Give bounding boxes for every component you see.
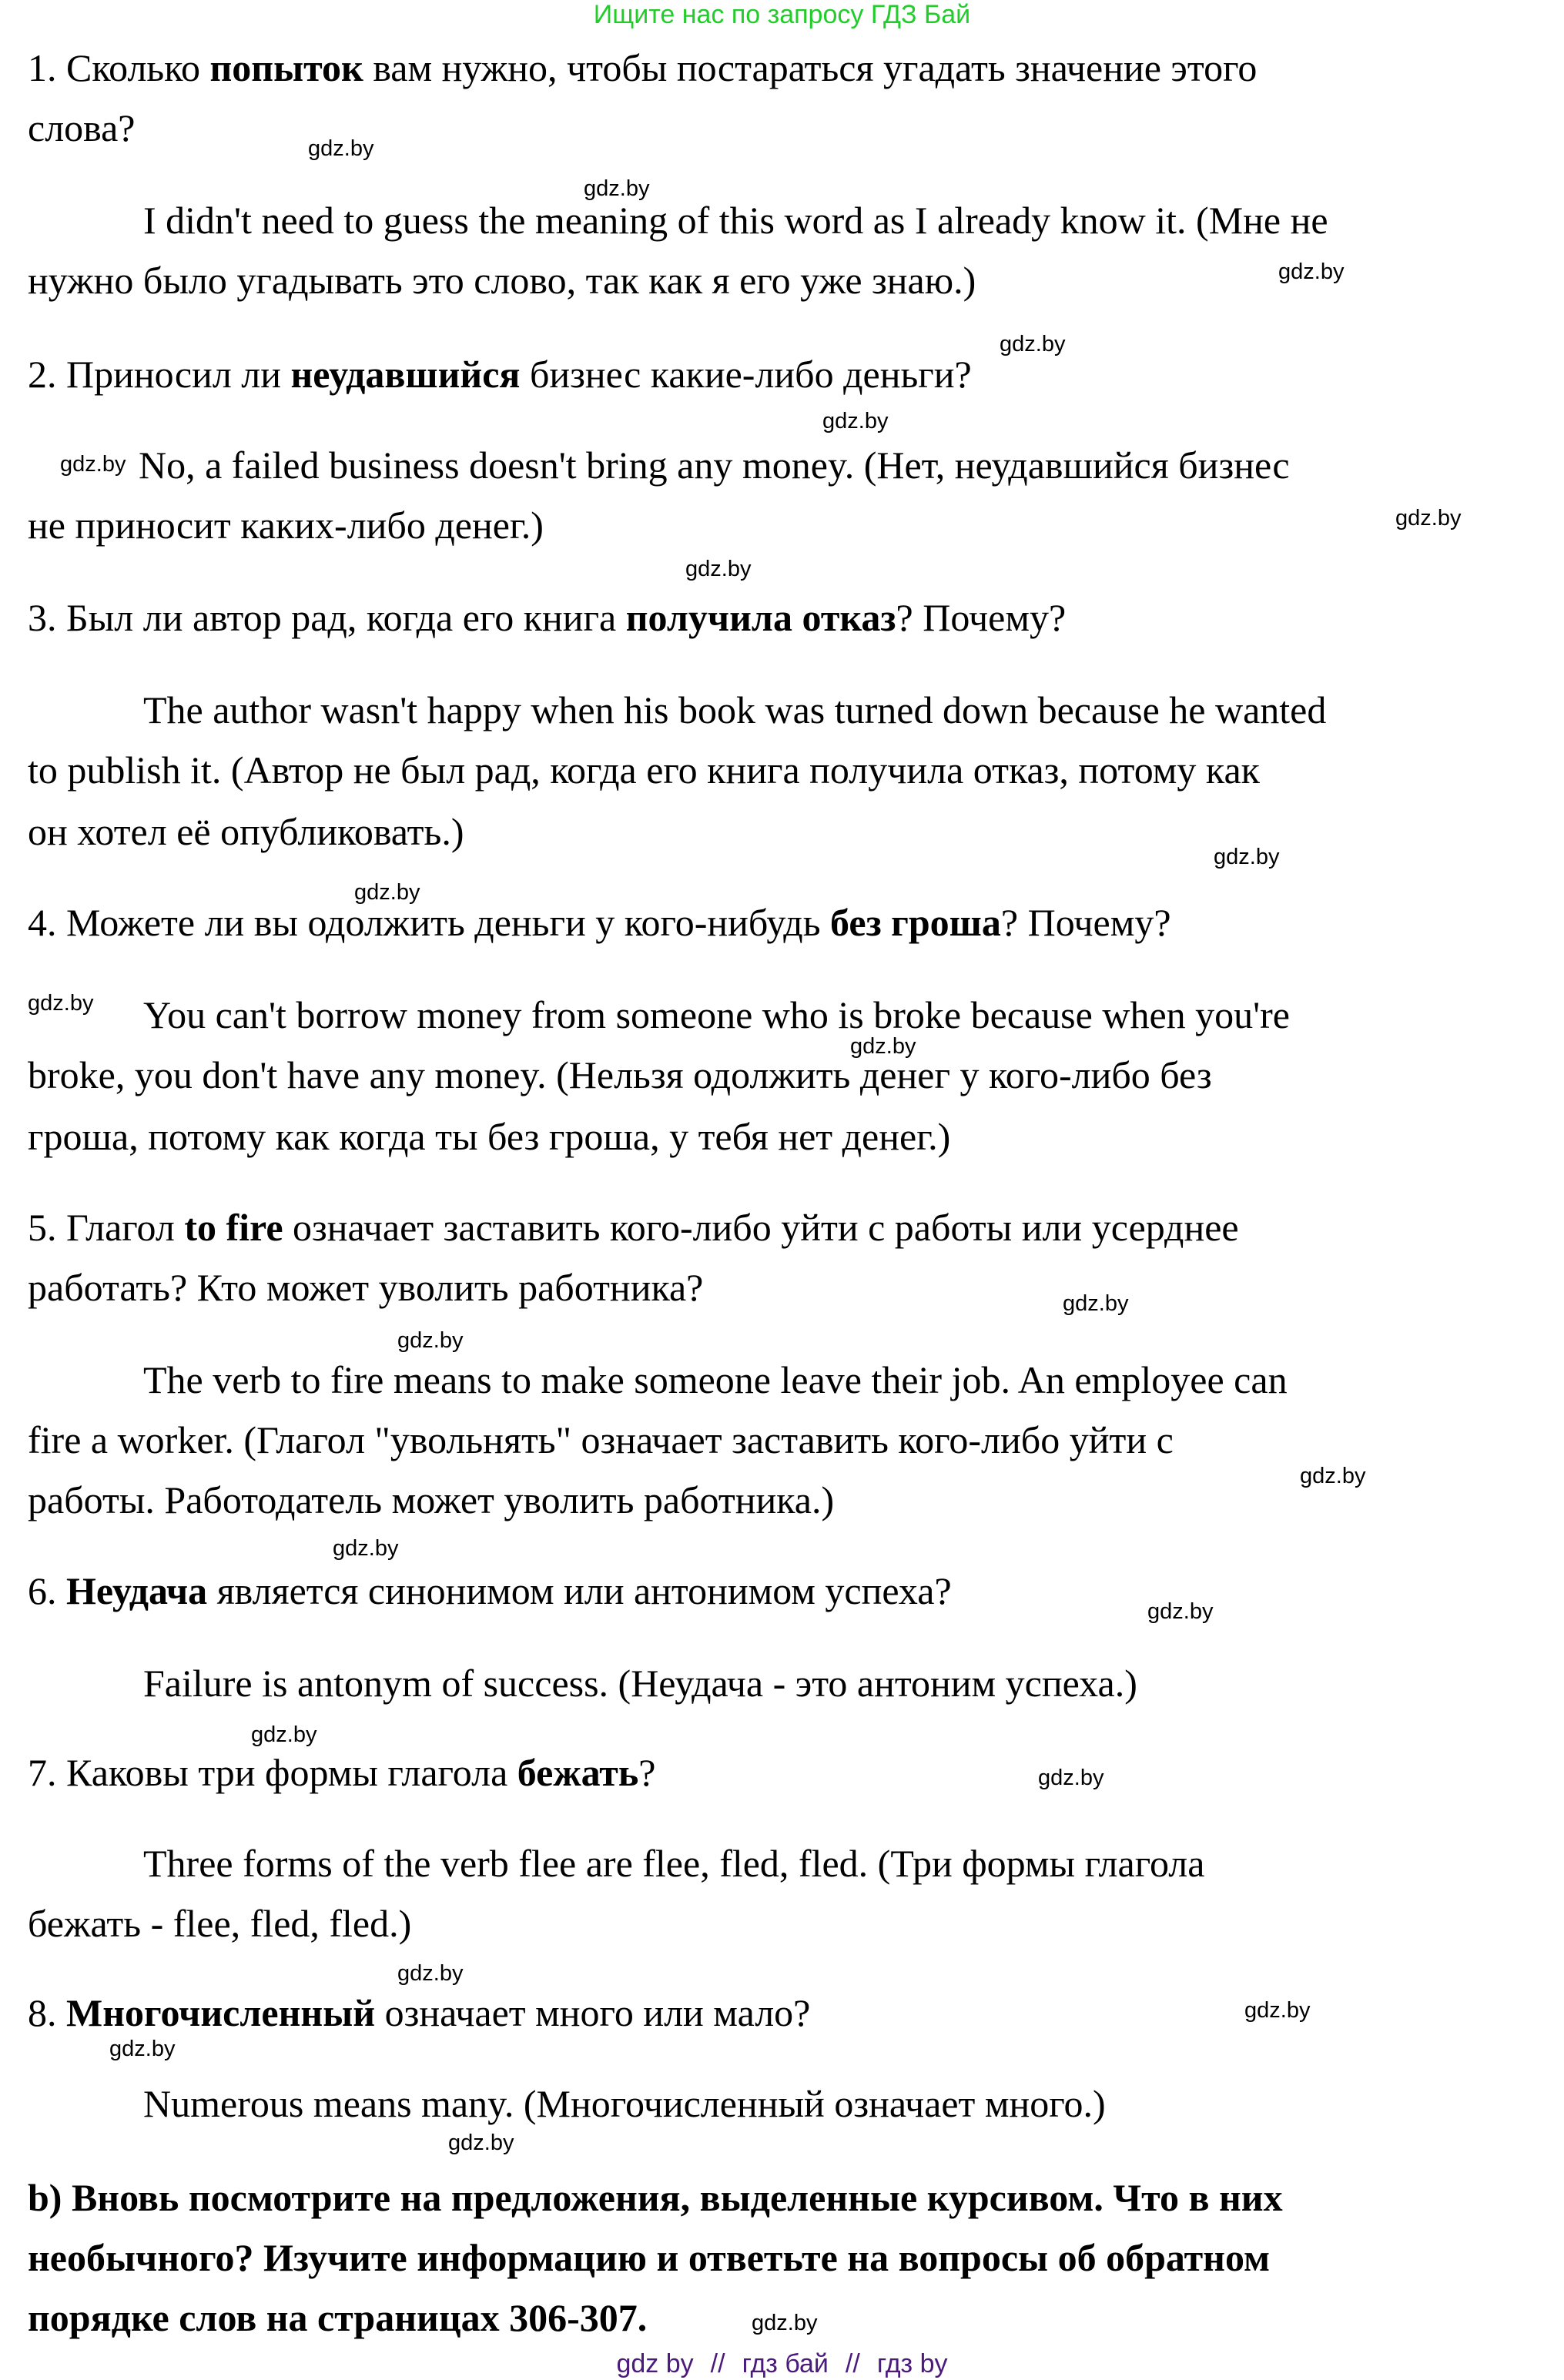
watermark: gdz.by xyxy=(333,1536,399,1561)
question-5-line-1: 5. Глагол to fire означает заставить кого-либо уйти с работы или усерднее xyxy=(28,1206,1239,1249)
watermark: gdz.by xyxy=(397,1328,464,1353)
watermark: gdz.by xyxy=(60,452,126,477)
watermark: gdz.by xyxy=(397,1961,464,1986)
question-3: 3. Был ли автор рад, когда его книга получила отказ? Почему? xyxy=(28,596,1067,639)
watermark: gdz.by xyxy=(308,136,374,161)
separator: // xyxy=(710,2349,725,2378)
answer-8: Numerous means many. (Многочисленный означает много.) xyxy=(143,2082,1106,2125)
task-b-line-2: необычного? Изучите информацию и ответьте на вопросы об обратном xyxy=(28,2236,1271,2279)
watermark: gdz.by xyxy=(1300,1464,1366,1488)
watermark: gdz.by xyxy=(1000,332,1066,356)
watermark: gdz.by xyxy=(1214,845,1280,869)
answer-3-line-1: The author wasn't happy when his book was turned down because he wanted xyxy=(143,688,1327,731)
keyword: to fire xyxy=(184,1206,283,1249)
separator: // xyxy=(845,2349,860,2378)
question-2: 2. Приносил ли неудавшийся бизнес какие-либо деньги? xyxy=(28,353,972,396)
answer-7-line-2: бежать - flee, fled, fled.) xyxy=(28,1902,412,1945)
question-1-line-2: слова? xyxy=(28,106,136,149)
answer-3-line-3: он хотел её опубликовать.) xyxy=(28,810,464,853)
watermark: gdz.by xyxy=(1063,1291,1129,1316)
watermark: gdz.by xyxy=(850,1034,916,1059)
watermark: gdz.by xyxy=(354,880,420,905)
footer-links xyxy=(0,2348,1564,2379)
watermark: gdz.by xyxy=(251,1722,317,1747)
footer-link-gdz-by[interactable]: gdz by xyxy=(616,2349,694,2378)
question-1-line-1: 1. Сколько попыток вам нужно, чтобы постараться угадать значение этого xyxy=(28,46,1258,89)
question-8: 8. Многочисленный означает много или мало? xyxy=(28,1991,811,2034)
answer-3-line-2: to publish it. (Автор не был рад, когда его книга получила отказ, потому как xyxy=(28,748,1260,792)
footer-link-gdz-by-ru[interactable]: гдз by xyxy=(876,2349,948,2378)
answer-5-line-2: fire a worker. (Глагол "увольнять" означает заставить кого-либо уйти с xyxy=(28,1418,1174,1461)
watermark: gdz.by xyxy=(1038,1766,1104,1790)
keyword: получила отказ xyxy=(625,596,896,639)
watermark: gdz.by xyxy=(1278,259,1345,284)
question-7: 7. Каковы три формы глагола бежать? xyxy=(28,1751,656,1794)
watermark: gdz.by xyxy=(1244,1998,1311,2023)
watermark: gdz.by xyxy=(109,2037,176,2061)
answer-2-line-2: не приносит каких-либо денег.) xyxy=(28,504,544,547)
answer-1-line-2: нужно было угадывать это слово, так как я его уже знаю.) xyxy=(28,259,976,302)
question-4: 4. Можете ли вы одолжить деньги у кого-нибудь без гроша? Почему? xyxy=(28,901,1171,944)
watermark: gdz.by xyxy=(448,2131,514,2155)
answer-4-line-2: broke, you don't have any money. (Нельзя одолжить денег у кого-либо без xyxy=(28,1053,1212,1096)
header-banner: Ищите нас по запросу ГДЗ Бай xyxy=(593,0,971,29)
watermark: gdz.by xyxy=(822,409,889,433)
answer-7-line-1: Three forms of the verb flee are flee, fled, fled. (Три формы глагола xyxy=(143,1842,1205,1885)
task-b-line-1: b) Вновь посмотрите на предложения, выделенные курсивом. Что в них xyxy=(28,2176,1283,2219)
watermark: gdz.by xyxy=(752,2311,818,2335)
watermark: gdz.by xyxy=(584,176,650,201)
question-6: 6. Неудача является синонимом или антонимом успеха? xyxy=(28,1569,952,1612)
watermark: gdz.by xyxy=(685,557,752,581)
task-b-line-3: порядке слов на страницах 306-307. xyxy=(28,2296,648,2339)
answer-2-line-1: No, a failed business doesn't bring any money. (Нет, неудавшийся бизнес xyxy=(139,444,1290,487)
answer-6: Failure is antonym of success. (Неудача - это антоним успеха.) xyxy=(143,1662,1137,1705)
answer-5-line-1: The verb to fire means to make someone leave their job. An employee can xyxy=(143,1358,1288,1401)
watermark: gdz.by xyxy=(28,991,94,1016)
keyword: Многочисленный xyxy=(66,1991,376,2034)
keyword: бежать xyxy=(517,1751,639,1794)
keyword: попыток xyxy=(209,46,363,89)
watermark: gdz.by xyxy=(1147,1599,1214,1624)
answer-5-line-3: работы. Работодатель может уволить работника.) xyxy=(28,1478,835,1521)
answer-1-line-1: I didn't need to guess the meaning of this word as I already know it. (Мне не xyxy=(143,199,1328,242)
keyword: неудавшийся xyxy=(290,353,521,396)
keyword: без гроша xyxy=(830,901,1001,944)
question-5-line-2: работать? Кто может уволить работника? xyxy=(28,1266,704,1309)
watermark: gdz.by xyxy=(1395,506,1462,531)
footer-link-gdz-bai[interactable]: гдз бай xyxy=(742,2349,829,2378)
answer-4-line-1: You can't borrow money from someone who is broke because when you're xyxy=(143,993,1290,1036)
keyword: Неудача xyxy=(66,1569,208,1612)
answer-4-line-3: гроша, потому как когда ты без гроша, у тебя нет денег.) xyxy=(28,1115,951,1158)
